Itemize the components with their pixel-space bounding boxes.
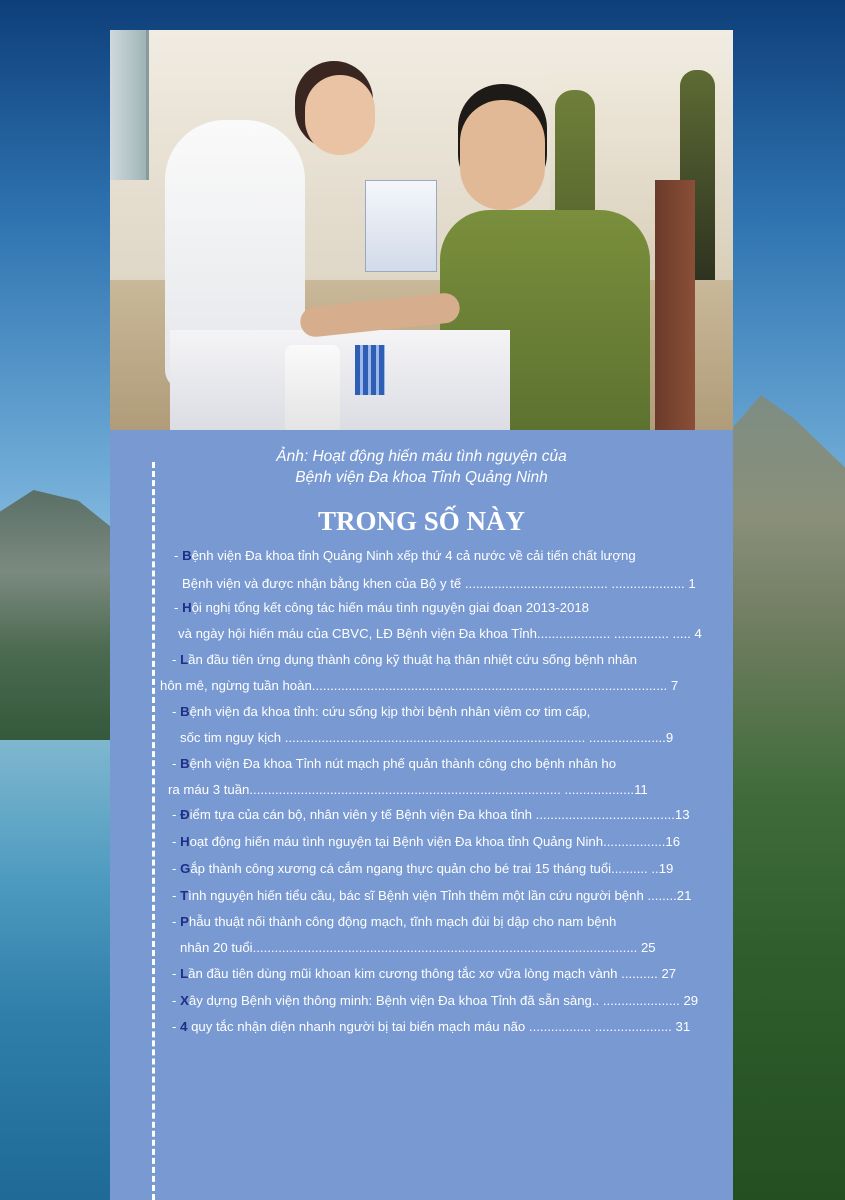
toc-dash: -: [174, 548, 183, 563]
toc-title: ình nguyện hiến tiểu cầu, bác sĩ Bệnh viện Tỉnh thêm một lần cứu người bệnh ........21: [188, 888, 692, 903]
toc-title: ệnh viện Đa khoa tỉnh Quảng Ninh xếp thứ 4 cả nước về cải tiến chất lượng: [191, 548, 636, 563]
toc-title: iểm tựa của cán bộ, nhân viên y tế Bệnh viện Đa khoa tỉnh ......................................13: [189, 807, 690, 822]
toc-entry-line: [172, 652, 637, 667]
toc-initial: B: [182, 548, 192, 563]
toc-entry-line: [172, 834, 680, 849]
toc-entry-line: [172, 807, 690, 822]
toc-dash: -: [174, 600, 183, 615]
toc-title: quy tắc nhận diện nhanh người bị tai biến mạch máu não ................. ..................... 31: [187, 1019, 691, 1034]
toc-entry-line: [174, 600, 589, 615]
toc-initial: G: [180, 861, 191, 876]
toc-dash: -: [172, 914, 181, 929]
toc-dash: -: [172, 652, 181, 667]
toc-initial: P: [180, 914, 189, 929]
background-right-cliff: [733, 395, 845, 1200]
toc-entry-line: [172, 756, 616, 771]
photo-tube-rack: [355, 345, 385, 395]
toc-title: ần đầu tiên ứng dụng thành công kỹ thuật hạ thân nhiệt cứu sống bệnh nhân: [188, 652, 637, 667]
toc-entry-line: [172, 888, 691, 903]
toc-initial: H: [182, 600, 192, 615]
caption-line: Bệnh viện Đa khoa Tỉnh Quảng Ninh: [295, 469, 548, 486]
toc-dash: -: [172, 1019, 181, 1034]
toc-entry-line: [172, 966, 676, 981]
photo-bottle: [285, 345, 340, 430]
toc-dash: -: [172, 966, 181, 981]
blood-donation-photo: [110, 30, 733, 430]
toc-entry-line: nhân 20 tuổi......................................................................................................... 25: [180, 940, 656, 955]
toc-entry-line: [174, 548, 636, 563]
toc-entry-line: ra máu 3 tuần..................................................................................... ...................11: [168, 782, 648, 797]
toc-entry-line: sốc tim nguy kịch .................................................................................. .....................9: [180, 730, 674, 745]
section-title: TRONG SỐ NÀY: [317, 506, 526, 536]
photo-nurse-head: [305, 75, 375, 155]
toc-initial: 4: [180, 1019, 188, 1034]
toc-entry-line: và ngày hội hiến máu của CBVC, LĐ Bệnh viện Đa khoa Tỉnh.................... ............... ..... 4: [178, 626, 702, 641]
toc-title: ội nghị tổng kết công tác hiến máu tình nguyện giai đoạn 2013-2018: [191, 600, 589, 615]
toc-initial: T: [180, 888, 189, 903]
photo-table: [170, 330, 510, 430]
toc-entry-line: hôn mê, ngừng tuần hoàn................................................................................................. 7: [160, 678, 679, 693]
background-water: [0, 740, 112, 1200]
toc-entry-line: [172, 993, 698, 1008]
toc-dash: -: [172, 834, 181, 849]
toc-initial: Đ: [180, 807, 190, 822]
toc-title: ệnh viện Đa khoa Tỉnh nút mạch phế quản thành công cho bệnh nhân ho: [189, 756, 617, 771]
toc-dash: -: [172, 756, 181, 771]
photo-officer-head: [460, 100, 545, 210]
caption-line: Ảnh: Hoạt động hiến máu tình nguyện của: [276, 448, 567, 465]
toc-entry-line: [172, 704, 590, 719]
toc-entry-line: [172, 1019, 690, 1034]
photo-window: [110, 30, 149, 180]
toc-initial: L: [180, 966, 189, 981]
photo-caption: [110, 446, 733, 488]
photo-chair: [655, 180, 695, 430]
toc-dash: -: [172, 807, 181, 822]
toc-initial: B: [180, 756, 190, 771]
dashed-divider: [152, 462, 155, 1200]
toc-title: ệnh viện đa khoa tỉnh: cứu sống kịp thời bệnh nhân viêm cơ tim cấp,: [189, 704, 591, 719]
toc-dash: -: [172, 888, 181, 903]
background-left-cliff: [0, 490, 112, 760]
toc-entry-line: [172, 861, 673, 876]
toc-title: oạt động hiến máu tình nguyện tại Bệnh viện Đa khoa tỉnh Quảng Ninh.................16: [189, 834, 681, 849]
toc-entry-line: Bệnh viện và được nhận bằng khen của Bộ y tế ....................................... .................... 1: [182, 576, 696, 591]
toc-dash: -: [172, 704, 181, 719]
toc-initial: H: [180, 834, 190, 849]
toc-initial: B: [180, 704, 190, 719]
photo-supply-box: [365, 180, 437, 272]
toc-initial: L: [180, 652, 189, 667]
toc-title: hẫu thuật nối thành công động mạch, tĩnh mạch đùi bị dập cho nam bệnh: [188, 914, 617, 929]
toc-title: ây dựng Bệnh viện thông minh: Bệnh viện Đa khoa Tỉnh đã sẵn sàng.. ..................... 29: [188, 993, 699, 1008]
toc-title: ắp thành công xương cá cắm ngang thực quản cho bé trai 15 tháng tuổi.......... ..19: [190, 861, 674, 876]
toc-dash: -: [172, 861, 181, 876]
toc-title: ần đầu tiên dùng mũi khoan kim cương thông tắc xơ vữa lòng mạch vành .......... 27: [188, 966, 677, 981]
toc-initial: X: [180, 993, 189, 1008]
toc-entry-line: [172, 914, 616, 929]
toc-dash: -: [172, 993, 181, 1008]
